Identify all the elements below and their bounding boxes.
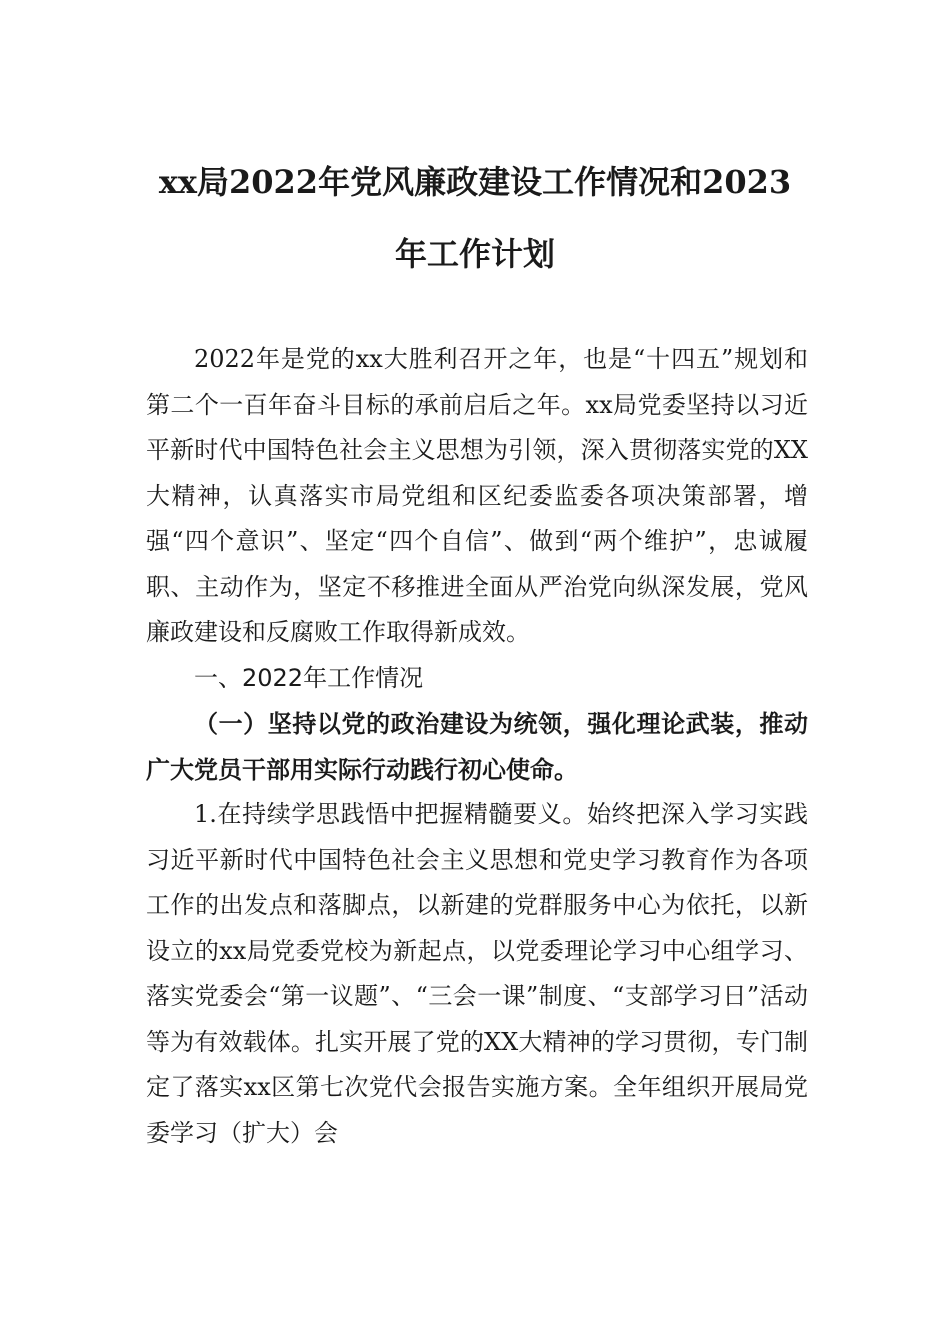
title-line-1: xx局2022年党风廉政建设工作情况和2023 bbox=[158, 163, 792, 201]
document-title bbox=[120, 146, 830, 290]
document-body bbox=[146, 337, 808, 1156]
intro-paragraph: 2022年是党的xx大胜利召开之年，也是“十四五”规划和第二个一百年奋斗目标的承前启后之年。xx局党委坚持以习近平新时代中国特色社会主义思想为引领，深入贯彻落实党的XX大精神，认真落实市局党组和区纪委监委各项决策部署，增强“四个意识”、坚定“四个自信”、做到“两个维护”，忠诚履职、主动作为，坚定不移推进全面从严治党向纵深发展，党风廉政建设和反腐败工作取得新成效。 bbox=[146, 345, 808, 646]
subsection-heading: （一）坚持以党的政治建设为统领，强化理论武装，推动广大党员干部用实际行动践行初心使命。 bbox=[146, 709, 808, 784]
body-paragraph: 1.在持续学思践悟中把握精髓要义。始终把深入学习实践习近平新时代中国特色社会主义思想和党史学习教育作为各项工作的出发点和落脚点，以新建的党群服务中心为依托，以新设立的xx局党委党校为新起点，以党委理论学习中心组学习、落实党委会“第一议题”、“三会一课”制度、“支部学习日”活动等为有效载体。扎实开展了党的XX大精神的学习贯彻，专门制定了落实xx区第七次党代会报告实施方案。全年组织开展局党委学习（扩大）会 bbox=[146, 800, 808, 1147]
section-heading: 一、2022年工作情况 bbox=[194, 663, 424, 692]
title-line-2: 年工作计划 bbox=[394, 235, 555, 273]
